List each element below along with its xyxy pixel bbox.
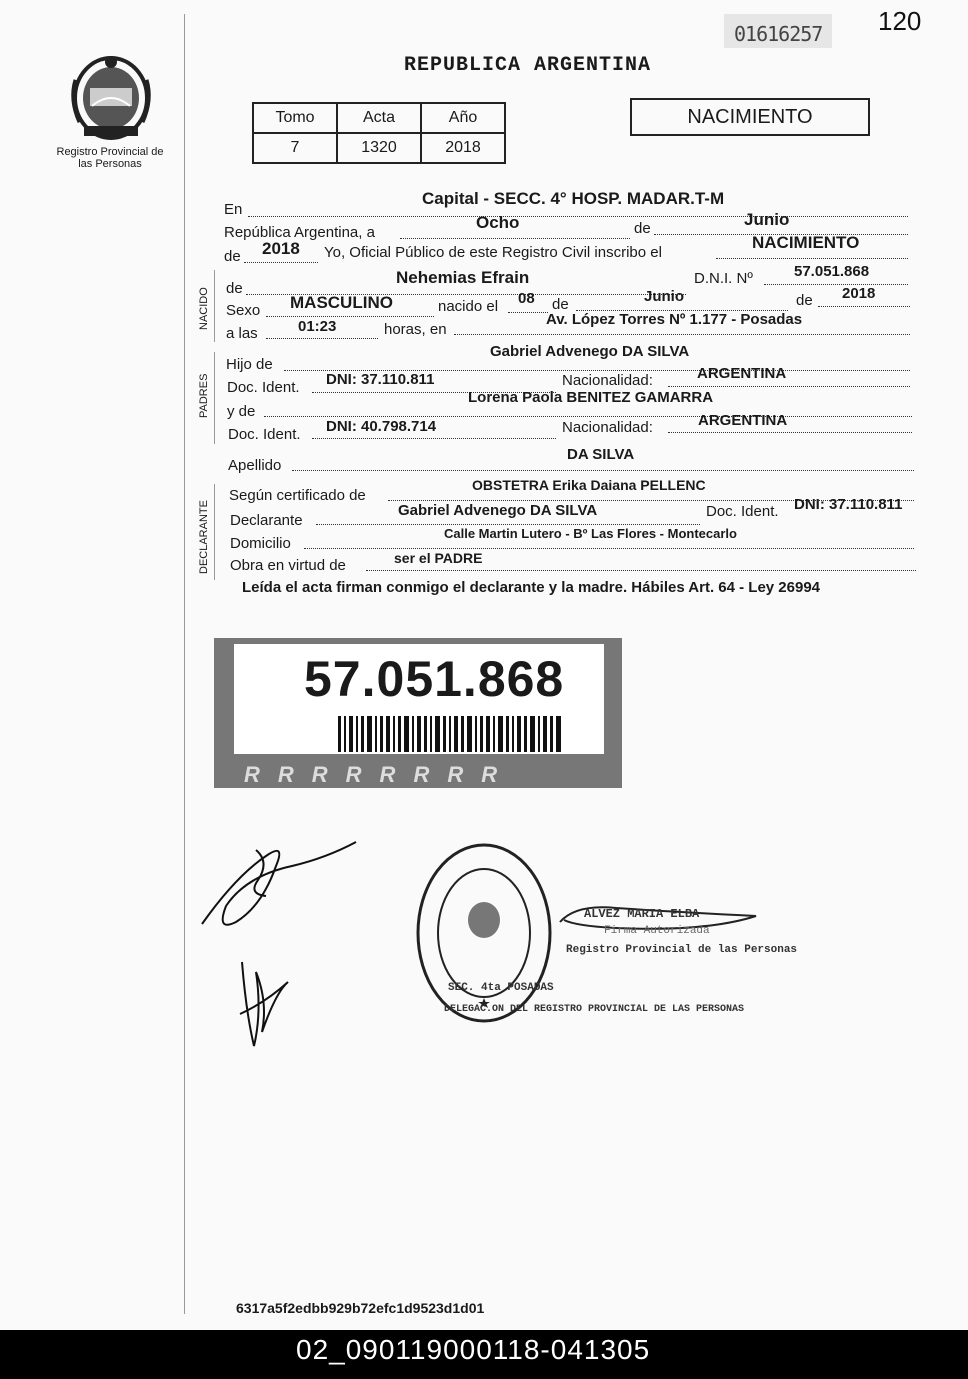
doc-ident-label-2: Doc. Ident. bbox=[228, 426, 301, 443]
document-hash: 6317a5f2edbb929b72efc1d9523d1d01 bbox=[236, 1300, 485, 1316]
child-name: Nehemias Efrain bbox=[396, 268, 530, 287]
official-stamp-seal bbox=[414, 840, 554, 1026]
year: 2018 bbox=[262, 239, 300, 258]
table-value-ano: 2018 bbox=[421, 133, 505, 163]
de-label-5: de bbox=[796, 292, 813, 309]
obra-value: ser el PADRE bbox=[394, 550, 483, 566]
registry-place: Capital - SECC. 4° HOSP. MADAR.T-M bbox=[422, 189, 725, 208]
a-las-label: a las bbox=[226, 325, 258, 342]
provincial-seal-logo bbox=[66, 50, 156, 142]
apellido-value: DA SILVA bbox=[567, 446, 635, 463]
officer-org: Registro Provincial de las Personas bbox=[566, 944, 798, 956]
declarante-section-label: DECLARANTE bbox=[198, 500, 210, 574]
horas-en-label: horas, en bbox=[384, 321, 447, 338]
apellido-label: Apellido bbox=[228, 457, 282, 474]
doc-ident-label: Doc. Ident. bbox=[227, 379, 300, 396]
sticker-panel bbox=[234, 644, 604, 754]
de-label-4: de bbox=[552, 296, 569, 313]
table-value-tomo: 7 bbox=[253, 133, 337, 163]
stamp-ring-text: DELEGAC.ON DEL REGISTRO PROVINCIAL DE LAS PERSONAS bbox=[444, 1004, 745, 1015]
record-kind: NACIMIENTO bbox=[752, 233, 860, 252]
officer-name: ALVEZ MARIA ELBA bbox=[584, 907, 700, 921]
dni-label: D.N.I. Nº bbox=[694, 270, 753, 287]
de-label-2: de bbox=[224, 248, 241, 265]
birth-month: Junio bbox=[644, 288, 684, 305]
doc-ident-label-3: Doc. Ident. bbox=[706, 503, 779, 520]
birth-time: 01:23 bbox=[298, 318, 337, 335]
section-divider bbox=[214, 484, 215, 580]
de-label-3: de bbox=[226, 280, 243, 297]
section-divider bbox=[214, 352, 215, 444]
hijo-de-label: Hijo de bbox=[226, 356, 273, 373]
stamp-center-text: SEC. 4ta POSADAS bbox=[448, 982, 554, 994]
nacido-section-label: NACIDO bbox=[198, 287, 210, 330]
father-nationality: ARGENTINA bbox=[697, 365, 787, 382]
day-word: Ocho bbox=[476, 213, 520, 232]
table-header-tomo: Tomo bbox=[253, 103, 337, 133]
birth-day: 08 bbox=[518, 290, 535, 307]
month: Junio bbox=[744, 210, 790, 229]
birth-year: 2018 bbox=[842, 285, 876, 302]
domicilio-label: Domicilio bbox=[230, 535, 291, 552]
closing-text: Leída el acta firman conmigo el declarante y la madre. Hábiles Art. 64 - Ley 26994 bbox=[242, 579, 821, 596]
certificado-label: Según certificado de bbox=[229, 487, 366, 504]
table-header-acta: Acta bbox=[337, 103, 421, 133]
en-label: En bbox=[224, 201, 243, 218]
father-dni: DNI: 37.110.811 bbox=[326, 371, 435, 388]
padres-section-label: PADRES bbox=[198, 373, 210, 418]
registry-caption: Registro Provincial de las Personas bbox=[56, 146, 164, 170]
table-header-ano: Año bbox=[421, 103, 505, 133]
child-dni: 57.051.868 bbox=[794, 263, 870, 280]
nacionalidad-label: Nacionalidad: bbox=[562, 372, 653, 389]
declarante-name: Gabriel Advenego DA SILVA bbox=[398, 502, 598, 519]
de-label: de bbox=[634, 220, 651, 237]
nacionalidad-label-2: Nacionalidad: bbox=[562, 419, 653, 436]
control-number-box bbox=[724, 14, 832, 48]
mother-name: Lorena Paola BENITEZ GAMARRA bbox=[468, 389, 714, 406]
signature-declarante bbox=[196, 836, 366, 936]
father-name: Gabriel Advenego DA SILVA bbox=[490, 343, 690, 360]
sticker-pattern: RRRRRRRR bbox=[244, 762, 516, 787]
y-de-label: y de bbox=[227, 403, 256, 420]
signature-madre bbox=[232, 952, 302, 1052]
document-title: REPUBLICA ARGENTINA bbox=[404, 54, 652, 77]
table-value-acta: 1320 bbox=[337, 133, 421, 163]
mother-nationality: ARGENTINA bbox=[698, 412, 788, 429]
sexo-label: Sexo bbox=[226, 302, 261, 319]
domicilio-value: Calle Martin Lutero - Bº Las Flores - Montecarlo bbox=[444, 526, 737, 541]
declarante-dni: DNI: 37.110.811 bbox=[794, 496, 903, 513]
yo-text: Yo, Oficial Público de este Registro Civil inscribo el bbox=[324, 244, 662, 261]
barcode-icon bbox=[338, 716, 564, 752]
page-number: 120 bbox=[878, 6, 922, 36]
declarante-label: Declarante bbox=[230, 512, 303, 529]
sexo-value: MASCULINO bbox=[290, 293, 393, 312]
margin-line bbox=[184, 14, 185, 1314]
section-divider bbox=[214, 270, 215, 342]
republica-label: República Argentina, a bbox=[224, 224, 375, 241]
record-type-box: NACIMIENTO bbox=[630, 98, 870, 136]
officer-role: Firma Autorizada bbox=[604, 925, 710, 937]
sticker-number: 57.051.868 bbox=[304, 651, 565, 707]
certificado-value: OBSTETRA Erika Daiana PELLENC bbox=[472, 477, 706, 493]
footer-code: 02_090119000118-041305 bbox=[296, 1334, 651, 1365]
scan-footer bbox=[0, 1330, 968, 1379]
control-number: 01616257 bbox=[734, 22, 823, 46]
obra-label: Obra en virtud de bbox=[230, 557, 346, 574]
mother-dni: DNI: 40.798.714 bbox=[326, 418, 437, 435]
nacido-el-label: nacido el bbox=[438, 298, 499, 315]
birth-address: Av. López Torres Nº 1.177 - Posadas bbox=[546, 311, 803, 328]
volume-table bbox=[252, 102, 506, 164]
dni-sticker bbox=[214, 638, 622, 788]
